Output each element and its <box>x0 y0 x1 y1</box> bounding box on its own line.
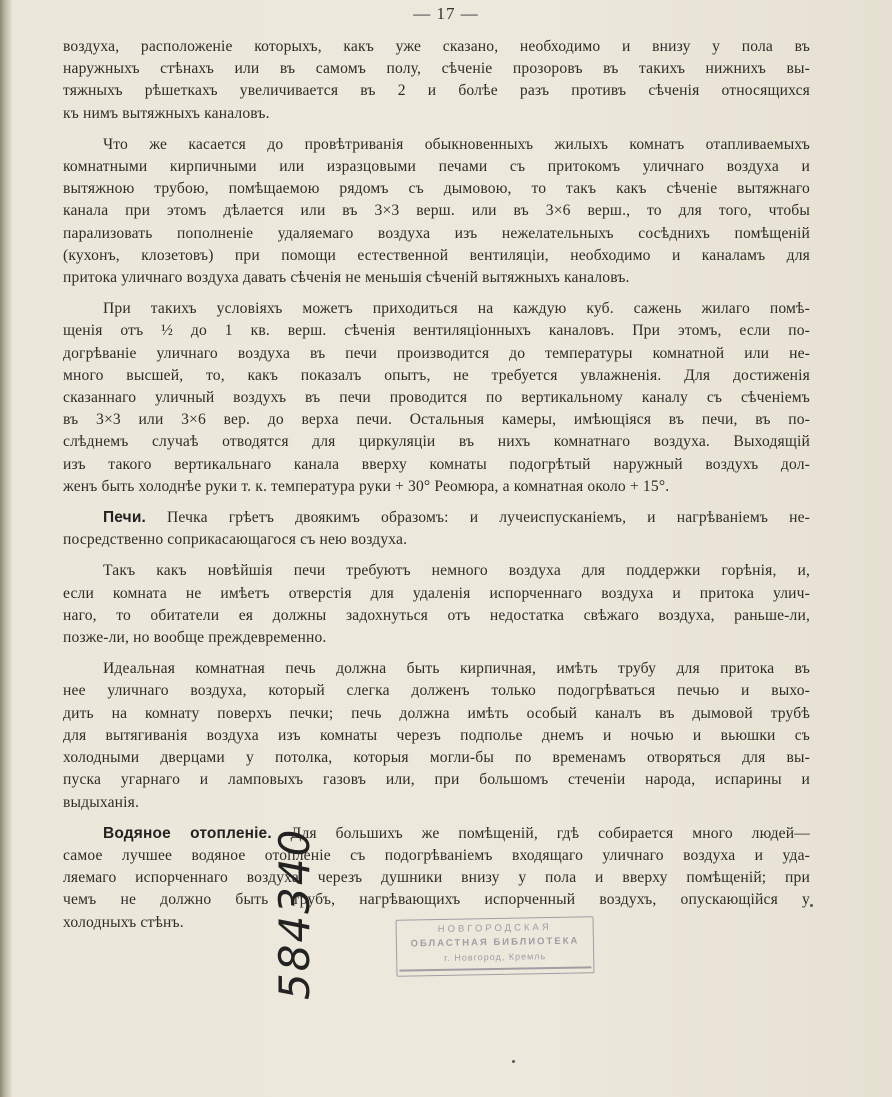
text-line: слѣднемъ случаѣ отводятся для циркуляціи въ нихъ комнатнаго воздуха. Выходящій <box>63 433 810 451</box>
page-number: — 17 — <box>413 4 479 23</box>
text-line: комнатными кирпичными или изразцовыми печами съ притокомъ уличнаго воздуха и <box>63 158 810 176</box>
text-line: парализовать пополненіе удаляемаго воздуха изъ нежелательныхъ сосѣднихъ помѣщеній <box>63 224 810 242</box>
text-line: пуска угарнаго и ламповыхъ газовъ или, при большомъ стеченіи народа, испарины и <box>63 771 810 789</box>
text-line: (кухонъ, клозетовъ) при помощи естественной вентиляціи, необходимо и каналамъ для <box>63 246 810 264</box>
text-line: сказаннаго уличный воздухъ въ печи проводится по вертикальному каналу съ сѣченіемъ <box>63 389 810 407</box>
text-line: догрѣваніе уличнаго воздуха въ печи производится до температуры комнатной или не- <box>63 344 810 362</box>
section-heading: Водяное отопленіе. <box>103 824 272 842</box>
text-line: щенія отъ ½ до 1 кв. верш. сѣченія вентиляціонныхъ каналовъ. При этомъ, если по- <box>63 322 810 340</box>
text-line: ляемаго испорченнаго воздуха черезъ душники внизу у пола и вверху помѣщеній; при <box>63 869 810 887</box>
text-line: изъ такого вертикальнаго канала вверху комнаты подогрѣтый наружный воздухъ дол- <box>63 455 810 473</box>
text-line: канала при этомъ дѣлается или въ 3×3 верш. или въ 3×6 верш., то для того, чтобы <box>63 202 810 220</box>
text-line: самое лучшее водяное отопленіе съ подогрѣваніемъ входящаго уличнаго воздуха и уда- <box>63 846 810 864</box>
speck <box>512 1060 515 1063</box>
text-line: тяжныхъ рѣшеткахъ увеличивается въ 2 и болѣе разъ противъ сѣченія относящихся <box>63 82 810 100</box>
text-line: для вытягиванія воздуха изъ комнаты черезъ подполье днемъ и ночью и вьюшки съ <box>63 726 810 744</box>
text-line <box>63 823 810 845</box>
text-line: къ нимъ вытяжныхъ каналовъ. <box>63 104 270 122</box>
stamp-line-1: НОВГОРОДСКАЯ <box>437 922 552 935</box>
library-stamp <box>396 916 595 976</box>
text-line: позже-ли, но вообще преждевременно. <box>63 629 327 647</box>
text-line: Что же касается до провѣтриванія обыкновенныхъ жилыхъ комнатъ отапливаемыхъ <box>103 135 810 153</box>
text-line: женъ быть холоднѣе руки т. к. температура руки + 30° Реомюра, а комнатная около + 15°. <box>63 477 670 495</box>
text-line: если комната не имѣетъ отверстія для удаленія испорченнаго воздуха и притока улич- <box>63 584 810 602</box>
text-line: посредственно соприкасающагося съ нею воздуха. <box>63 531 408 549</box>
text-line: вытяжною трубою, помѣщаемою рядомъ съ дымовою, то такъ какъ сѣченіе вытяжнаго <box>63 180 810 198</box>
paragraph <box>63 134 810 289</box>
paragraph <box>63 36 810 125</box>
text-line: При такихъ условіяхъ можетъ приходиться на каждую куб. сажень жилаго помѣ- <box>103 300 810 318</box>
paragraph <box>63 658 810 813</box>
stamp-line-3: г. Новгород, Кремль <box>444 951 547 963</box>
text-line: холодными дверцами у потолка, которыя могли-бы по временамъ отворяться для вы- <box>63 749 810 767</box>
text-line: чемъ не должно быть трубъ, нагрѣвающихъ испорченный воздухъ, опускающійся у <box>63 891 810 909</box>
text-line-content: Для большихъ же помѣщеній, гдѣ собирается много людей— <box>271 824 810 842</box>
text-line: притока уличнаго воздуха давать сѣченія не меньшія сѣченій вытяжныхъ каналовъ. <box>63 269 630 287</box>
paragraph <box>63 823 810 934</box>
text-line-content: Печка грѣетъ двоякимъ образомъ: и лучеиспусканіемъ, и нагрѣваніемъ не- <box>145 509 810 527</box>
text-line: нее уличнаго воздуха, который слегка долженъ только подогрѣваться печью и выхо- <box>63 682 810 700</box>
text-line: много высшей, то, какъ показалъ опытъ, не требуется увлажненія. Для достиженія <box>63 366 810 384</box>
paragraph <box>63 560 810 649</box>
stamp-underline <box>399 966 591 971</box>
section-heading: Печи. <box>103 509 146 527</box>
inventory-number: 584340 <box>270 827 319 1000</box>
text-line: выдыханія. <box>63 793 140 811</box>
paragraph <box>63 298 810 498</box>
paragraph <box>63 507 810 551</box>
text-line: холодныхъ стѣнъ. <box>63 913 184 931</box>
text-line: наго, то обитатели ея должны задохнуться отъ недостатка свѣжаго воздуха, раньше-ли, <box>63 606 810 624</box>
text-line <box>63 507 810 529</box>
text-line: Идеальная комнатная печь должна быть кирпичная, имѣть трубу для притока въ <box>103 660 810 678</box>
stamp-line-2: ОБЛАСТНАЯ БИБЛИОТЕКА <box>410 935 580 950</box>
speck <box>810 904 813 907</box>
text-line: Такъ какъ новѣйшія печи требуютъ немного воздуха для поддержки горѣнія, и, <box>103 562 810 580</box>
body-text <box>63 36 810 943</box>
text-line: воздуха, расположеніе которыхъ, какъ уже сказано, необходимо и внизу у пола въ <box>63 38 810 55</box>
text-line: дить на комнату поверхъ печки; печь должна имѣть особый каналъ въ дымовой трубѣ <box>63 704 810 722</box>
text-line: въ 3×3 или 3×6 вер. до верха печи. Остальныя камеры, имѣющіяся въ печи, въ по- <box>63 411 810 429</box>
text-line: наружныхъ стѣнахъ или въ самомъ полу, сѣченіе прозоровъ въ такихъ нижнихъ вы- <box>63 60 810 78</box>
binding-shadow <box>0 0 12 1097</box>
